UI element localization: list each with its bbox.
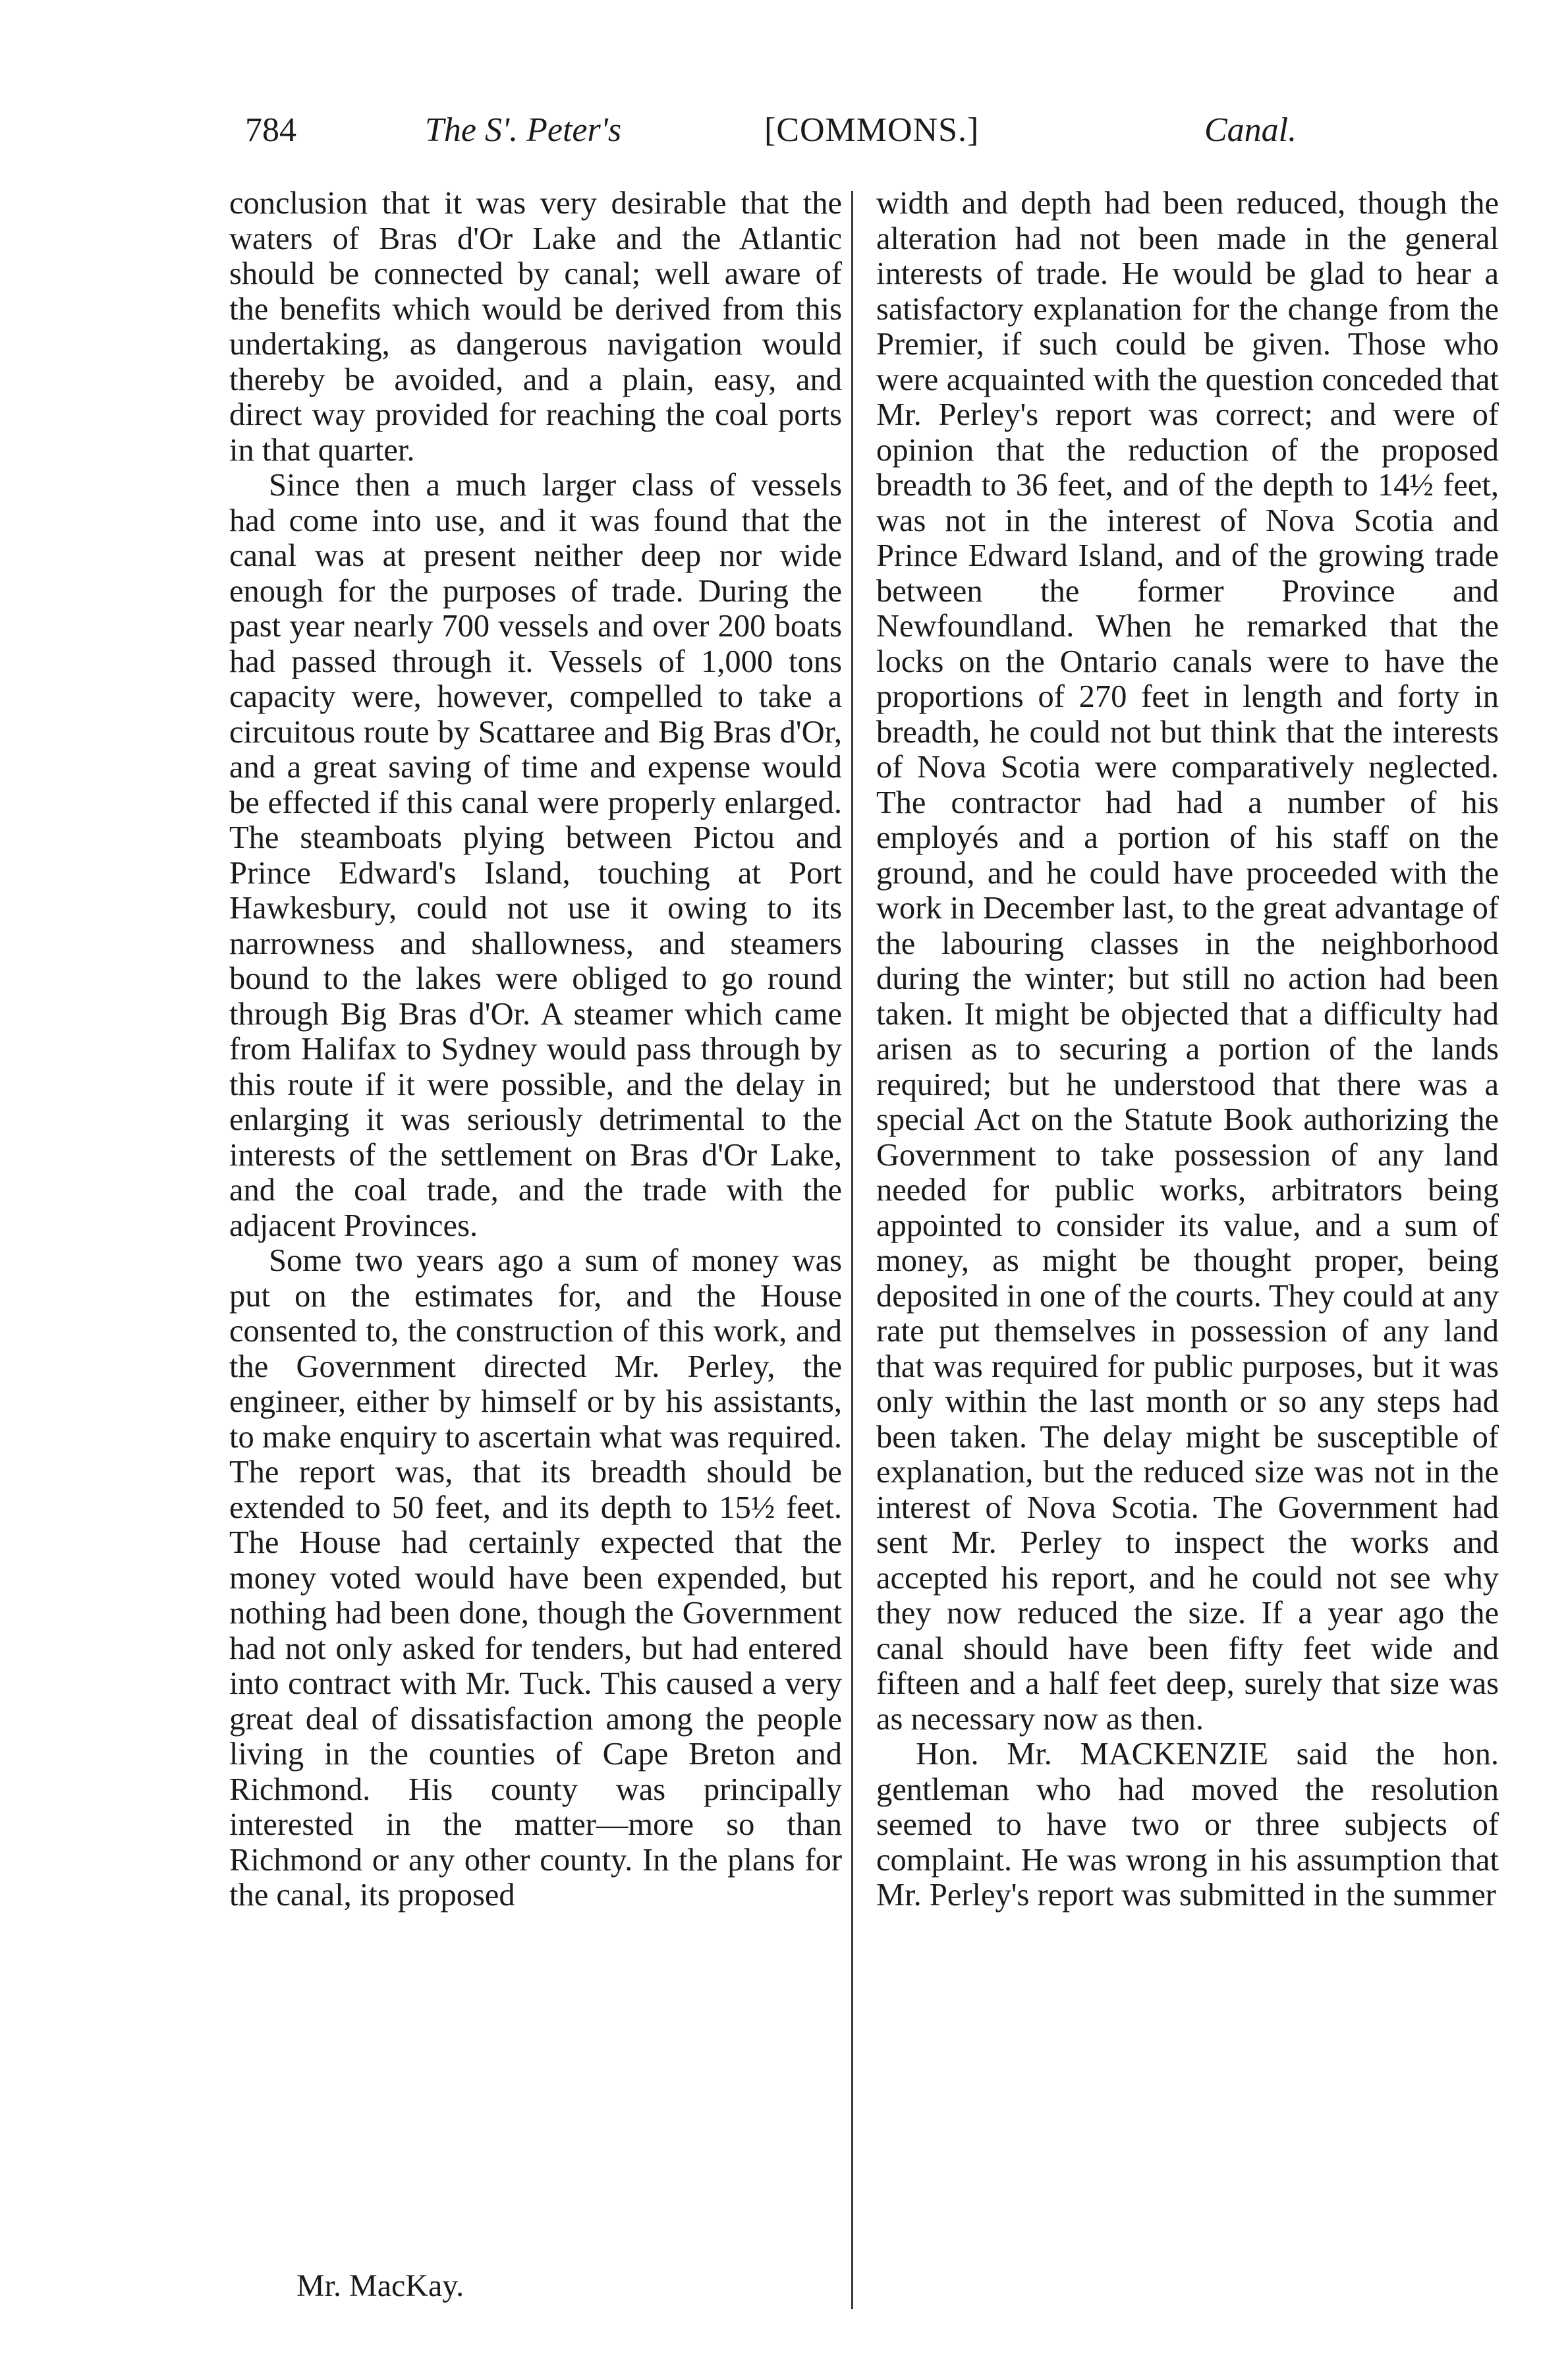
left-column — [229, 186, 842, 1913]
paragraph: Some two years ago a sum of money was put on the estimates for, and the House consented to, the construction of this work, and the Government directed Mr. Perley, the engineer, either by himself or by his assistants, to make enquiry to ascertain what was required. The report was, that its breadth should be extended to 50 feet, and its depth to 15½ feet. The House had certainly expected that the money voted would have been expended, but nothing had been done, though the Government had not only asked for tenders, but had entered into contract with Mr. Tuck. This caused a very great deal of dissatisfaction among the people living in the counties of Cape Breton and Richmond. His county was principally interested in the matter—more so than Richmond or any other county. In the plans for the canal, its proposed — [229, 1243, 842, 1913]
column-divider — [851, 191, 853, 2309]
header-center-title: [COMMONS.] — [764, 111, 980, 149]
paragraph: width and depth had been reduced, though the alteration had not been made in the general interests of trade. He would be glad to hear a satisfactory explanation for the change from the Premier, if such could be given. Those who were acquainted with the question conceded that Mr. Perley's report was correct; and were of opinion that the reduction of the proposed breadth to 36 feet, and of the depth to 14½ feet, was not in the interest of Nova Scotia and Prince Edward Island, and of the growing trade between the former Province and Newfoundland. When he remarked that the locks on the Ontario canals were to have the proportions of 270 feet in length and forty in breadth, he could not but think that the interests of Nova Scotia were comparatively neglected. The contractor had had a number of his employés and a portion of his staff on the ground, and he could have proceeded with the work in December last, to the great advantage of the labouring classes in the neighborhood during the winter; but still no action had been taken. It might be objected that a difficulty had arisen as to securing a portion of the lands required; but he understood that there was a special Act on the Statute Book authorizing the Government to take possession of any land needed for public works, arbitrators being appointed to consider its value, and a sum of money, as might be thought proper, being deposited in one of the courts. They could at any rate put themselves in possession of any land that was required for public purposes, but it was only within the last month or so any steps had been taken. The delay might be susceptible of explanation, but the reduced size was not in the interest of Nova Scotia. The Government had sent Mr. Perley to inspect the works and accepted his report, and he could not see why they now reduced the size. If a year ago the canal should have been fifty feet wide and fifteen and a half feet deep, surely that size was as necessary now as then. — [876, 186, 1499, 1737]
running-header — [0, 111, 1568, 170]
header-left-title: The S'. Peter's — [425, 111, 622, 149]
paragraph: Since then a much larger class of vessels had come into use, and it was found that the canal was at present neither deep nor wide enough for the purposes of trade. During the past year nearly 700 vessels and over 200 boats had passed through it. Vessels of 1,000 tons capacity were, however, compelled to take a circuitous route by Scattaree and Big Bras d'Or, and a great saving of time and expense would be effected if this canal were properly enlarged. The steamboats plying between Pictou and Prince Edward's Island, touching at Port Hawkesbury, could not use it owing to its narrowness and shallowness, and steamers bound to the lakes were obliged to go round through Big Bras d'Or. A steamer which came from Halifax to Sydney would pass through by this route if it were possible, and the delay in enlarging it was seriously detrimental to the interests of the settlement on Bras d'Or Lake, and the coal trade, and the trade with the adjacent Provinces. — [229, 468, 842, 1243]
paragraph: conclusion that it was very desirable that the waters of Bras d'Or Lake and the Atlantic should be connected by canal; well aware of the benefits which would be derived from this undertaking, as dangerous navigation would thereby be avoided, and a plain, easy, and direct way provided for reaching the coal ports in that quarter. — [229, 186, 842, 468]
page-number: 784 — [245, 111, 296, 149]
header-right-title: Canal. — [1204, 111, 1297, 149]
speaker-footer: Mr. MacKay. — [296, 2268, 464, 2303]
right-column — [876, 186, 1499, 1913]
paragraph: Hon. Mr. MACKENZIE said the hon. gentleman who had moved the resolution seemed to have two or three subjects of complaint. He was wrong in his assumption that Mr. Perley's report was submitted in the summer — [876, 1737, 1499, 1913]
